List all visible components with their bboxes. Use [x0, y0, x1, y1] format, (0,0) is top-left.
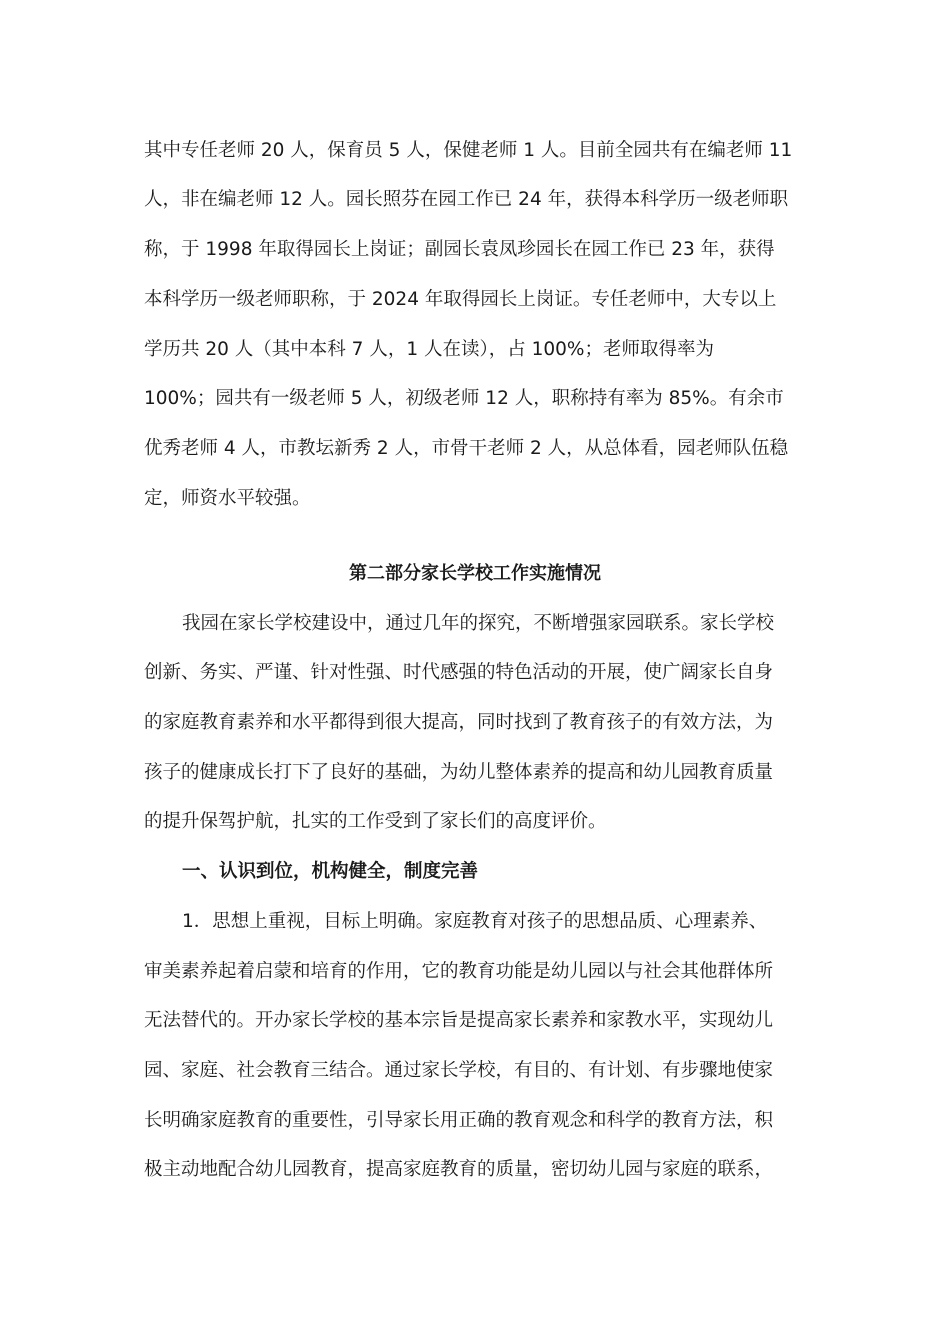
text-line: 无法替代的。开办家长学校的基本宗旨是提高家长素养和家教水平，实现幼儿	[144, 1010, 774, 1031]
text-line: 的提升保驾护航，扎实的工作受到了家长们的高度评价。	[144, 811, 607, 832]
text-line: 长明确家庭教育的重要性，引导家长用正确的教育观念和科学的教育方法，积	[144, 1110, 774, 1131]
section-title: 第二部分家长学校工作实施情况	[349, 563, 601, 584]
text-line: 的家庭教育素养和水平都得到很大提高，同时找到了教育孩子的有效方法，为	[144, 712, 774, 733]
subsection-title: 一、认识到位，机构健全，制度完善	[182, 861, 479, 882]
text-line: 审美素养起着启蒙和培育的作用，它的教育功能是幼儿园以与社会其他群体所	[144, 961, 774, 982]
text-line: 定，师资水平较强。	[144, 488, 311, 509]
text-line: 优秀老师 4 人，市教坛新秀 2 人，市骨干老师 2 人，从总体看，园老师队伍稳	[144, 438, 789, 459]
text-line: 称，于 1998 年取得园长上岗证；副园长袁凤珍园长在园工作已 23 年，获得	[144, 239, 775, 260]
text-line: 100%；园共有一级老师 5 人，初级老师 12 人，职称持有率为 85%。有余市	[144, 388, 784, 409]
text-line: 1．思想上重视，目标上明确。家庭教育对孩子的思想品质、心理素养、	[182, 911, 768, 932]
text-line: 我园在家长学校建设中，通过几年的探究，不断增强家园联系。家长学校	[182, 613, 775, 634]
text-line: 其中专任老师 20 人，保育员 5 人，保健老师 1 人。目前全园共有在编老师 11	[144, 140, 793, 161]
text-line: 创新、务实、严谨、针对性强、时代感强的特色活动的开展，使广阔家长自身	[144, 662, 774, 683]
text-line: 学历共 20 人（其中本科 7 人，1 人在读），占 100%；老师取得率为	[144, 339, 715, 360]
text-line: 本科学历一级老师职称，于 2024 年取得园长上岗证。专任老师中，大专以上	[144, 289, 777, 310]
text-line: 孩子的健康成长打下了良好的基础，为幼儿整体素养的提高和幼儿园教育质量	[144, 762, 774, 783]
text-line: 人，非在编老师 12 人。园长照芬在园工作已 24 年，获得本科学历一级老师职	[144, 189, 789, 210]
text-line: 园、家庭、社会教育三结合。通过家长学校，有目的、有计划、有步骤地使家	[144, 1060, 774, 1081]
text-line: 极主动地配合幼儿园教育，提高家庭教育的质量，密切幼儿园与家庭的联系，	[144, 1159, 774, 1180]
